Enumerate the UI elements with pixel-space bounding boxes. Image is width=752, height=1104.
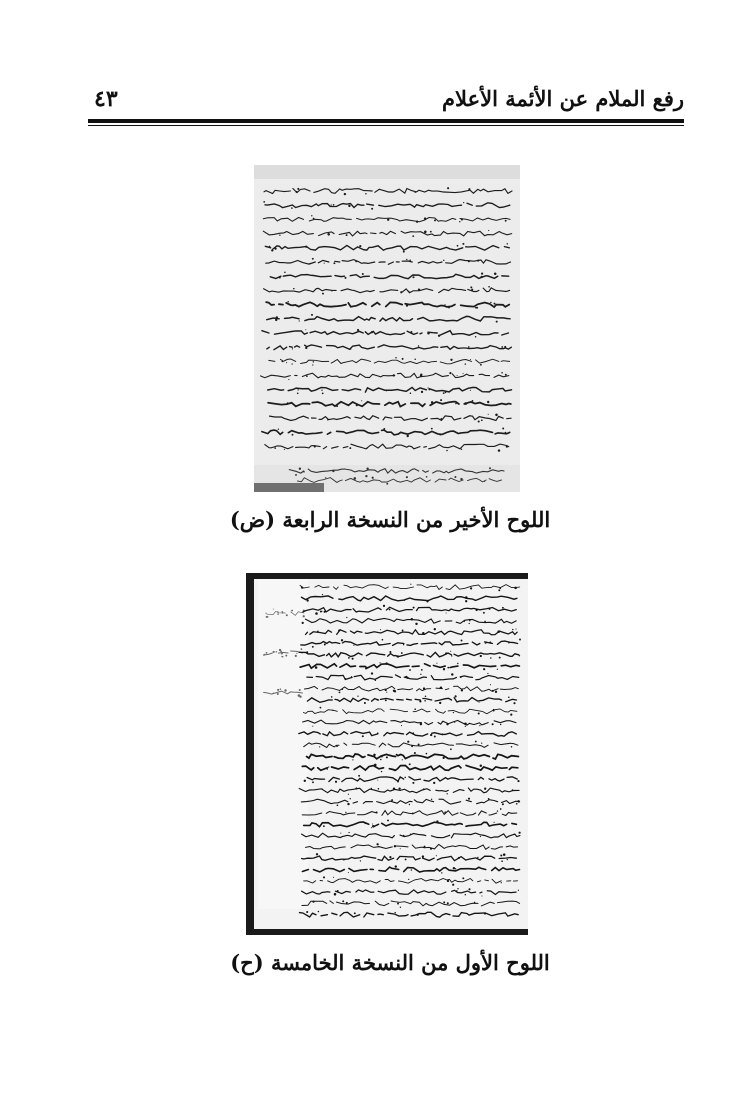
header-rule <box>88 119 684 123</box>
book-title: رفع الملام عن الأئمة الأعلام <box>442 86 684 111</box>
plate-caption: اللوح الأخير من النسخة الرابعة (ض) <box>229 507 551 532</box>
header-rule-thin <box>88 125 684 126</box>
manuscript-image-first-leaf <box>246 573 528 935</box>
manuscript-image-last-leaf <box>254 165 520 492</box>
plate-caption: اللوح الأول من النسخة الخامسة (ح) <box>230 950 550 975</box>
running-header <box>88 84 684 120</box>
page-number: ٤٣ <box>94 86 118 112</box>
